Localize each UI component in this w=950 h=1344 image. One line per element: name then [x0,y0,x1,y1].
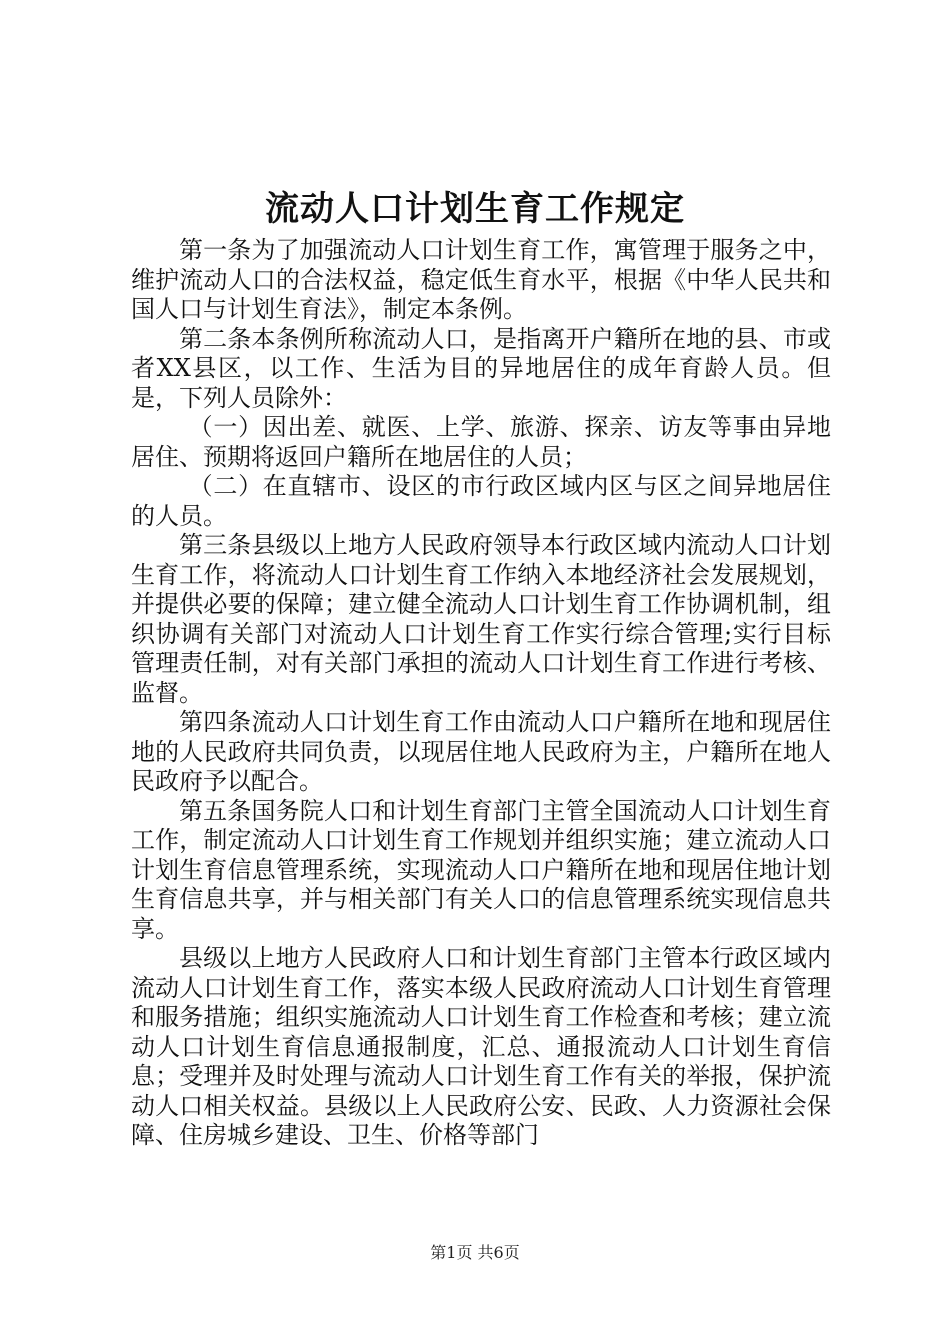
paragraph-article-5-continued: 县级以上地方人民政府人口和计划生育部门主管本行政区域内流动人口计划生育工作，落实本级人民政府流动人口计划生育管理和服务措施；组织实施流动人口计划生育工作检查和考核；建立流动人口计划生育信息通报制度，汇总、通报流动人口计划生育信息；受理并及时处理与流动人口计划生育工作有关的举报，保护流动人口相关权益。县级以上人民政府公安、民政、人力资源社会保障、住房城乡建设、卫生、价格等部门 [131,944,831,1149]
paragraph-article-2: 第二条本条例所称流动人口，是指离开户籍所在地的县、市或者XX县区，以工作、生活为目的异地居住的成年育龄人员。但是，下列人员除外： [131,324,831,412]
paragraph-article-4: 第四条流动人口计划生育工作由流动人口户籍所在地和现居住地的人民政府共同负责，以现居住地人民政府为主，户籍所在地人民政府予以配合。 [131,708,831,795]
document-title: 流动人口计划生育工作规定 [265,189,685,229]
paragraph-article-3: 第三条县级以上地方人民政府领导本行政区域内流动人口计划生育工作，将流动人口计划生育工作纳入本地经济社会发展规划，并提供必要的保障；建立健全流动人口计划生育工作协调机制，组织协调有关部门对流动人口计划生育工作实行综合管理;实行目标管理责任制，对有关部门承担的流动人口计划生育工作进行考核、监督。 [131,531,831,707]
paragraph-item-2: （二）在直辖市、设区的市行政区域内区与区之间异地居住的人员。 [131,472,831,530]
paragraph-article-1: 第一条为了加强流动人口计划生育工作，寓管理于服务之中，维护流动人口的合法权益，稳定低生育水平，根据《中华人民共和国人口与计划生育法》，制定本条例。 [131,236,831,323]
paragraph-article-5: 第五条国务院人口和计划生育部门主管全国流动人口计划生育工作，制定流动人口计划生育工作规划并组织实施；建立流动人口计划生育信息管理系统，实现流动人口户籍所在地和现居住地计划生育信息共享，并与相关部门有关人口的信息管理系统实现信息共享。 [131,796,831,943]
page-number-footer: 第1页 共6页 [430,1243,520,1262]
paragraph-item-1: （一）因出差、就医、上学、旅游、探亲、访友等事由异地居住、预期将返回户籍所在地居住的人员； [131,413,831,471]
document-body [131,236,831,1151]
